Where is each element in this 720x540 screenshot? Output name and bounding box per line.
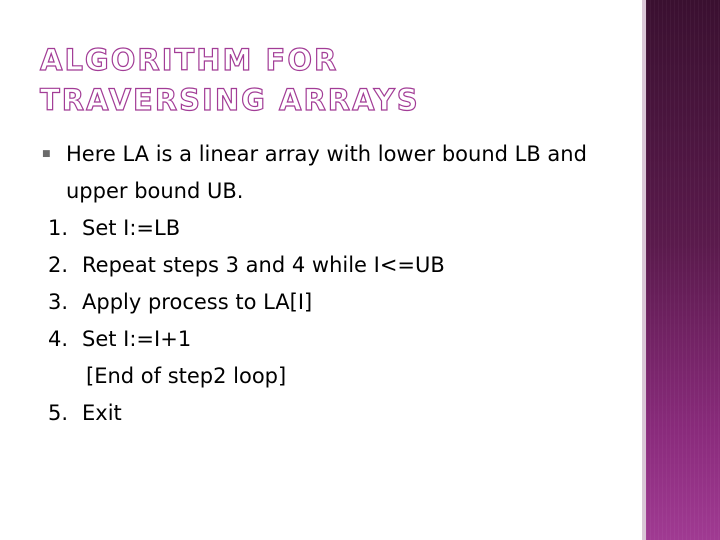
step-text: Repeat steps 3 and 4 while I<=UB xyxy=(82,253,445,277)
slide-title: ALGORITHM FOR TRAVERSING ARRAYS xyxy=(40,43,420,117)
step-number: 2. xyxy=(48,253,69,277)
step-text: Set I:=LB xyxy=(82,216,181,240)
step-item xyxy=(40,284,630,321)
slide-body xyxy=(40,136,630,432)
step-number: 4. xyxy=(48,327,69,351)
step-number: 1. xyxy=(48,216,69,240)
step-text: Apply process to LA[I] xyxy=(82,290,313,314)
decorative-side-band xyxy=(642,0,720,540)
step-item xyxy=(40,395,630,432)
bullet-icon: ■ xyxy=(42,149,51,159)
loop-end-note: [End of step2 loop] xyxy=(86,364,287,388)
step-text: Set I:=I+1 xyxy=(82,327,192,351)
step-text: Exit xyxy=(82,401,122,425)
intro-text: Here LA is a linear array with lower bound LB and upper bound UB. xyxy=(66,142,587,203)
intro-paragraph xyxy=(40,136,630,210)
step-item xyxy=(40,247,630,284)
step-item xyxy=(40,210,630,247)
step-number: 3. xyxy=(48,290,69,314)
algorithm-steps xyxy=(40,210,630,358)
step-number: 5. xyxy=(48,401,69,425)
final-step-list xyxy=(40,395,630,432)
step-item xyxy=(40,321,630,358)
